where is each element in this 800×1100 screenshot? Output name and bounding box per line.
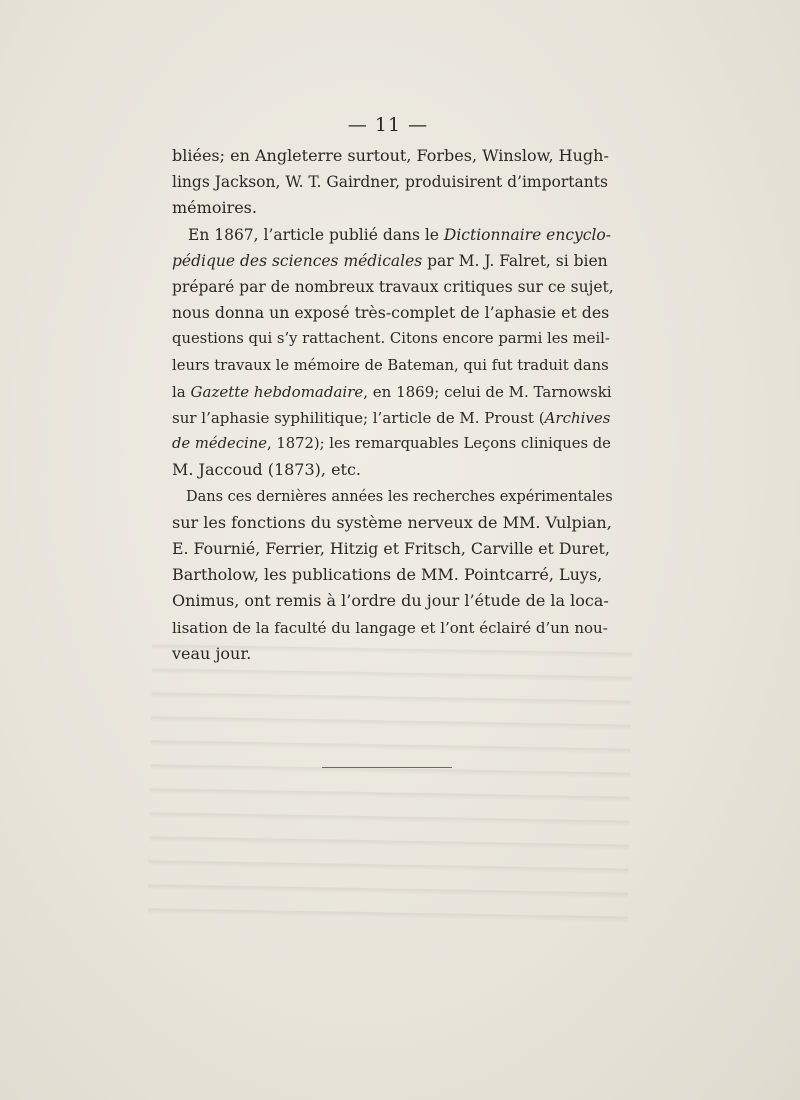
text-span: questions qui s’y rattachent. Citons encore parmi les meil-: [172, 330, 610, 348]
text-line: [172, 431, 614, 457]
text-span: lisation de la faculté du langage et l’ont éclairé d’un nou-: [172, 618, 608, 637]
body-text: [172, 143, 614, 667]
text-span: sur les fonctions du système nerveux de MM. Vulpian,: [172, 512, 612, 532]
text-line: [172, 562, 614, 588]
text-line: [172, 353, 614, 379]
text-span: par M. J. Falret, si bien: [422, 251, 608, 270]
italic-span: pédique des sciences médicales: [172, 251, 423, 270]
text-span: Onimus, ont remis à l’ordre du jour l’étude de la loca-: [172, 591, 609, 611]
text-line: [172, 248, 614, 274]
text-span: M. Jaccoud (1873), etc.: [172, 460, 362, 480]
text-span: leurs travaux le mémoire de Bateman, qui fut traduit dans: [172, 356, 609, 374]
text-span: E. Fournié, Ferrier, Hitzig et Fritsch, Carville et Duret,: [172, 539, 610, 559]
text-span: la: [172, 382, 191, 401]
text-line: [172, 641, 614, 667]
text-span: Bartholow, les publications de MM. Pointcarré, Luys,: [172, 565, 603, 585]
text-line: [172, 484, 614, 510]
text-line: [172, 510, 614, 536]
text-span: mémoires.: [172, 198, 257, 218]
text-line: [172, 169, 614, 195]
text-span: , en 1869; celui de M. Tarnowski: [363, 382, 612, 401]
italic-span: Archives: [544, 409, 611, 428]
text-span: En 1867, l’article publié dans le: [188, 225, 444, 244]
text-line: [172, 536, 614, 562]
text-line: [172, 143, 614, 169]
text-span: sur l’aphasie syphilitique; l’article de M. Proust (: [172, 409, 545, 428]
text-span: veau jour.: [172, 643, 252, 663]
italic-span: Dictionnaire encyclo-: [443, 225, 611, 244]
text-span: bliées; en Angleterre surtout, Forbes, Winslow, Hugh-: [172, 146, 609, 165]
text-line: [172, 274, 614, 300]
text-line: [172, 222, 614, 248]
bleed-through-texture: [147, 626, 632, 934]
italic-span: de médecine: [172, 435, 267, 453]
text-line: [172, 379, 614, 405]
text-span: nous donna un exposé très-complet de l’aphasie et des: [172, 303, 610, 323]
text-span: préparé par de nombreux travaux critiques sur ce sujet,: [172, 278, 614, 297]
text-line: [172, 457, 614, 483]
text-line: [172, 588, 614, 614]
text-line: [172, 615, 614, 641]
section-divider-rule: [322, 767, 452, 768]
text-line: [172, 405, 614, 431]
text-line: [172, 326, 614, 352]
text-span: Dans ces dernières années les recherches expérimentales: [186, 488, 613, 505]
text-span: lings Jackson, W. T. Gairdner, produisirent d’importants: [172, 173, 608, 192]
text-span: , 1872); les remarquables Leçons cliniques de: [266, 435, 611, 453]
text-line: [172, 300, 614, 326]
italic-span: Gazette hebdomadaire: [190, 382, 364, 401]
page-number: — 11 —: [347, 114, 429, 136]
text-line: [172, 195, 614, 221]
